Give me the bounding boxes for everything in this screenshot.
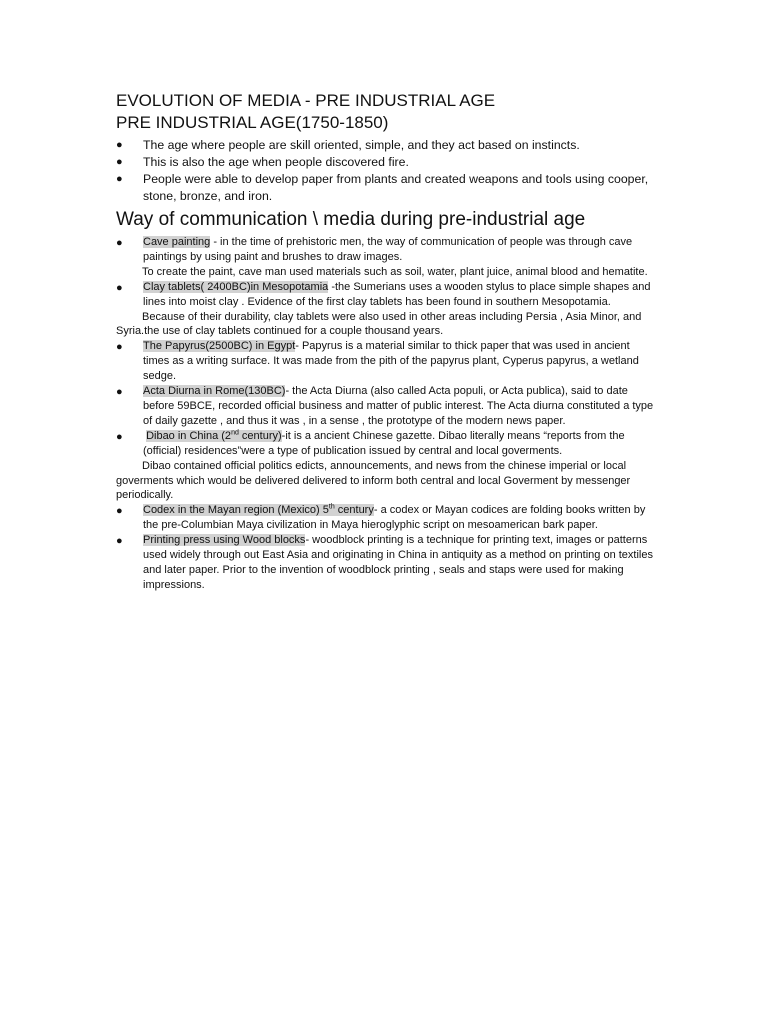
document-subtitle: PRE INDUSTRIAL AGE(1750-1850) — [116, 113, 389, 132]
media-term-part: century — [334, 504, 374, 517]
media-term: Clay tablets( 2400BC)in Mesopotamia — [143, 280, 329, 293]
media-item-cave-painting — [116, 235, 654, 265]
media-term — [143, 504, 374, 516]
bullet-icon: ● — [116, 386, 123, 399]
document-body — [116, 89, 654, 593]
media-item-dibao — [116, 429, 654, 459]
media-term-superscript: th — [328, 503, 335, 511]
document-title: EVOLUTION OF MEDIA - PRE INDUSTRIAL AGE — [116, 91, 496, 110]
media-item-codex — [116, 503, 654, 533]
media-item-clay-tablets — [116, 280, 654, 310]
section-heading: Way of communication \ media during pre-industrial age — [116, 209, 586, 230]
media-description: -the Sumerians uses a wooden stylus to place simple shapes and lines into moist clay . Evidence of the first clay tablets has been found in southern Mesopotamia. — [143, 280, 651, 308]
media-term: The Papyrus(2500BC) in Egypt — [143, 340, 296, 353]
media-term: Acta Diurna in Rome(130BC) — [143, 385, 286, 398]
media-term-superscript: nd — [231, 429, 239, 437]
bullet-icon: ● — [116, 139, 123, 151]
media-description: -it is a ancient Chinese gazette. Dibao literally means “reports from the (official) residences”were a type of publication issued by central and local goverments. — [143, 429, 625, 457]
bullet-icon: ● — [116, 535, 123, 548]
list-item — [116, 154, 654, 171]
list-item — [116, 137, 654, 154]
media-list — [116, 235, 654, 593]
bullet-icon: ● — [116, 156, 123, 168]
media-item-papyrus — [116, 339, 654, 384]
media-term: Printing press using Wood blocks — [143, 534, 306, 547]
media-paragraph: To create the paint, cave man used materials such as soil, water, plant juice, animal blood and hematite. — [142, 265, 648, 278]
bullet-icon: ● — [116, 430, 123, 443]
intro-bullet-list — [116, 137, 654, 204]
media-term — [146, 430, 282, 442]
media-description: - Papyrus is a material similar to thick paper that was used in ancient times as a writing surface. It was made from the pith of the papyrus plant, Cyperus papyrus, a wetland sedge. — [143, 340, 639, 383]
media-description: - woodblock printing is a technique for printing text, images or patterns used widely through out East Asia and originating in China in antiquity as a method on printing on textiles and later paper. Prior to the invention of woodblock printing , seals and staps were used for making impressions. — [143, 534, 653, 591]
media-paragraph: Dibao contained official politics edicts, announcements, and news from the chinese imperial or local goverments which would be delivered delivered to inform both central and local Goverment by messenger periodically. — [116, 459, 631, 502]
media-item-woodblock-printing — [116, 533, 654, 593]
list-item-text: People were able to develop paper from plants and created weapons and tools using cooper, stone, bronze, and iron. — [143, 172, 649, 203]
bullet-icon: ● — [116, 341, 123, 354]
media-item-acta-diurna — [116, 384, 654, 429]
bullet-icon: ● — [116, 505, 123, 518]
list-item-text: The age where people are skill oriented, simple, and they act based on instincts. — [143, 138, 580, 152]
list-item — [116, 171, 654, 204]
media-term: Cave painting — [143, 236, 211, 248]
media-description: - in the time of prehistoric men, the way of communication of people was through cave paintings by using paint and brushes to draw images. — [143, 236, 633, 263]
media-term-part: Codex in the Mayan region (Mexico) 5 — [143, 504, 329, 517]
media-description: - the Acta Diurna (also called Acta populi, or Acta publica), said to date before 59BCE, recorded official business and matter of public interest. The Acta diurna constituted a type of daily gazette , and thus it was , in a sense , the prototype of the modern news paper. — [143, 385, 654, 427]
media-paragraph: Because of their durability, clay tablets were also used in other areas including Persia , Asia Minor, and Syria.the use of clay tablets continued for a couple thousand years. — [116, 310, 642, 338]
media-term-part: Dibao in China (2 — [146, 429, 232, 442]
bullet-icon: ● — [116, 237, 123, 249]
media-term-part: century) — [238, 429, 282, 442]
bullet-icon: ● — [116, 281, 123, 294]
media-description: - a codex or Mayan codices are folding books written by the pre-Columbian Maya civilization in Maya hieroglyphic script on mesoamerican bark paper. — [143, 504, 646, 532]
bullet-icon: ● — [116, 173, 123, 185]
list-item-text: This is also the age when people discovered fire. — [143, 155, 409, 169]
